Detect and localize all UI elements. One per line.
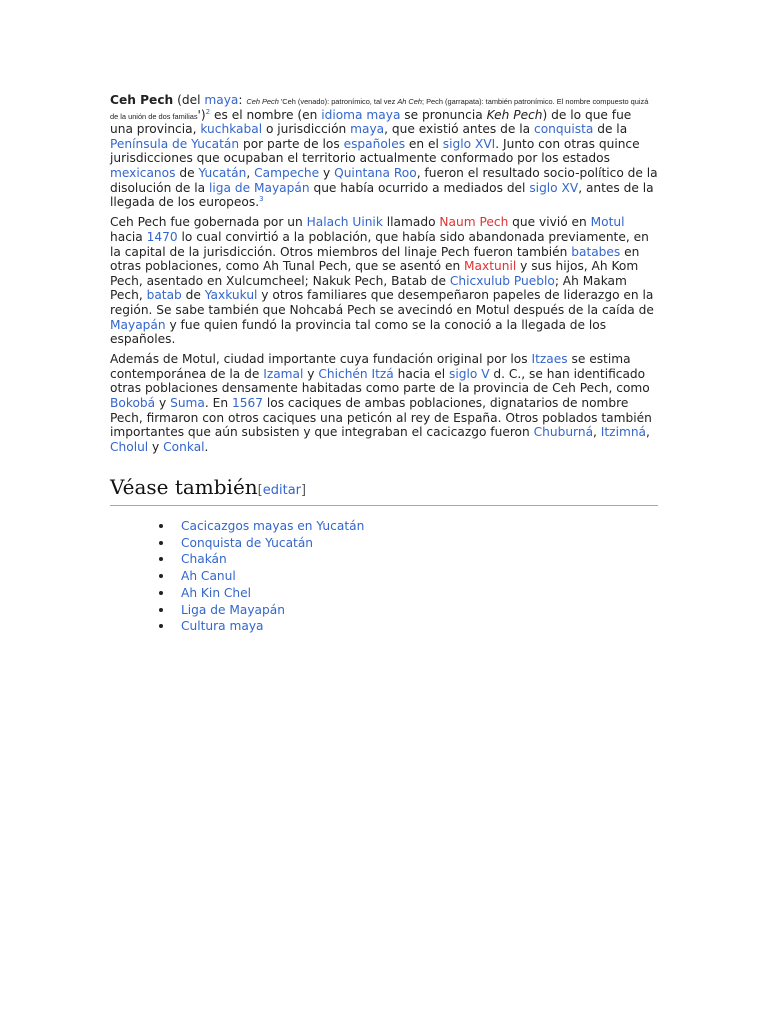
text: Ceh Pech fue gobernada por un [110, 215, 307, 230]
text: ') [197, 107, 206, 122]
text: y sus hijos, Ah Kom Pech, asentado en Xulcumcheel; Nakuk Pech, Batab de [110, 259, 639, 288]
see-also-list [181, 518, 364, 635]
link-chuburna[interactable]: Chuburná [533, 425, 594, 440]
link-mexicanos[interactable]: mexicanos [110, 165, 176, 180]
see-also-link[interactable]: Ah Canul [181, 569, 236, 584]
redlink-naum-pech[interactable]: Naum Pech [439, 215, 509, 230]
text: es el nombre (en [210, 107, 322, 122]
link-siglo-xvi[interactable]: siglo XVI [442, 136, 496, 151]
text: Ah Ceh [397, 97, 422, 106]
see-also-link[interactable]: Conquista de Yucatán [181, 535, 314, 550]
link-conquista[interactable]: conquista [534, 122, 594, 137]
section-heading-text: Véase también [110, 475, 258, 499]
link-motul[interactable]: Motul [590, 215, 625, 230]
paragraph-history [110, 215, 658, 346]
text: 'Ceh (venado): patronímico, tal vez [278, 97, 398, 106]
see-also-link[interactable]: Liga de Mayapán [181, 602, 285, 617]
text: d. C., se han identificado otras poblaciones densamente habitadas como parte de la provincia de Ceh Pech, como [110, 366, 650, 396]
list-item [181, 535, 364, 552]
link-batab[interactable]: batab [146, 288, 182, 303]
paragraph-towns [110, 352, 658, 454]
link-suma[interactable]: Suma [170, 396, 205, 411]
see-also-link[interactable]: Ah Kin Chel [181, 585, 252, 600]
link-quintana-roo[interactable]: Quintana Roo [334, 165, 417, 180]
bullet-icon [159, 557, 163, 561]
text: de la [593, 122, 628, 137]
text: se pronuncia [400, 107, 487, 122]
see-also-link[interactable]: Chakán [181, 552, 227, 567]
link-batabes[interactable]: batabes [571, 244, 621, 259]
text: Ceh Pech [246, 97, 279, 106]
link-1470[interactable]: 1470 [146, 229, 178, 244]
link-peninsula-yucatan[interactable]: Península de Yucatán [110, 136, 240, 151]
text: , [246, 165, 255, 180]
link-izamal[interactable]: Izamal [263, 366, 304, 381]
text: que había ocurrido a mediados del [309, 180, 530, 195]
section-heading-see-also [110, 474, 658, 506]
bracket: ] [301, 483, 307, 498]
link-1567[interactable]: 1567 [231, 396, 263, 411]
text: o jurisdicción [262, 122, 351, 137]
text: se estima contemporánea de la de [110, 352, 631, 381]
text: lo cual convirtió a la población, que había sido abandonada previamente, en la capital de la jurisdicción. Otros miembros del linaje Pech fueron también [110, 229, 649, 259]
text: , antes de la llegada de los europeos. [110, 180, 654, 210]
link-mayapan[interactable]: Mayapán [110, 317, 166, 332]
bullet-icon [159, 591, 163, 595]
text: , [646, 425, 650, 440]
link-conkal[interactable]: Conkal [163, 439, 205, 454]
text: y [148, 439, 164, 454]
text: y fue quien fundó la provincia tal como se la conoció a la llegada de los españoles. [110, 317, 607, 347]
text: Keh Pech [486, 107, 543, 122]
text: , fueron el resultado socio-político de la disolución de la [110, 165, 658, 195]
text: , [593, 425, 601, 440]
text: (del [173, 93, 205, 107]
text: en otras poblaciones, como Ah Tunal Pech, que se asentó en [110, 244, 640, 274]
bullet-icon [159, 574, 163, 578]
link-idioma-maya[interactable]: idioma maya [321, 107, 401, 122]
text: hacia el [393, 366, 450, 381]
link-yucatan[interactable]: Yucatán [198, 165, 247, 180]
paragraph-intro [110, 93, 658, 210]
text: por parte de los [239, 136, 344, 151]
link-yaxkukul[interactable]: Yaxkukul [204, 288, 258, 303]
redlink-maxtunil[interactable]: Maxtunil [464, 259, 517, 274]
link-liga-mayapan[interactable]: liga de Mayapán [209, 180, 310, 195]
list-item [181, 568, 364, 585]
edit-section-link[interactable]: editar [262, 483, 302, 498]
bullet-icon [159, 608, 163, 612]
text: : [238, 93, 247, 107]
text: en el [405, 136, 443, 151]
text: . En [204, 396, 232, 411]
bullet-icon [159, 524, 163, 528]
text: y [303, 366, 319, 381]
edit-section [258, 483, 306, 498]
see-also-link[interactable]: Cultura maya [181, 619, 264, 634]
link-itzaes[interactable]: Itzaes [531, 352, 568, 367]
reference-3[interactable]: 3 [259, 195, 264, 204]
text: de [175, 165, 199, 180]
article-body [110, 93, 658, 460]
text: hacia [110, 229, 147, 244]
text: que vivió en [508, 215, 591, 230]
link-chichen-itza[interactable]: Chichén Itzá [318, 366, 394, 381]
link-espanoles[interactable]: españoles [343, 136, 406, 151]
link-siglo-v[interactable]: siglo V [449, 366, 490, 381]
bracket: [ [257, 483, 263, 498]
link-maya[interactable]: maya [350, 122, 385, 137]
link-chicxulub-pueblo[interactable]: Chicxulub Pueblo [449, 273, 555, 288]
text: ; Pech (garrapata): también patronímico. El nombre compuesto quizá de la unión de dos familias [110, 97, 649, 121]
text: de [181, 288, 205, 303]
link-cholul[interactable]: Cholul [110, 439, 149, 454]
list-item [181, 585, 364, 602]
text: , que existió antes de la [384, 122, 534, 137]
reference-2[interactable]: 2 [205, 107, 211, 116]
text: llamado [382, 215, 440, 230]
link-campeche[interactable]: Campeche [254, 165, 320, 180]
link-halach-uinik[interactable]: Halach Uinik [306, 215, 383, 230]
list-item [181, 518, 364, 535]
text: Además de Motul, ciudad importante cuya fundación original por los [110, 352, 532, 367]
text: y [319, 165, 335, 180]
link-itzimna[interactable]: Itzimná [600, 425, 647, 440]
article-subject: Ceh Pech [110, 93, 174, 107]
bullet-icon [159, 541, 163, 545]
link-kuchkabal[interactable]: kuchkabal [200, 122, 263, 137]
link-siglo-xv[interactable]: siglo XV [529, 180, 579, 195]
text: y [155, 396, 171, 411]
text: . Junto con otras quince jurisdicciones que ocupaban el territorio actualmente conformado por los estados [110, 136, 640, 166]
text: ) de lo que fue una provincia, [110, 107, 632, 137]
list-item [181, 602, 364, 619]
list-item [181, 618, 364, 635]
text: ; Ah Makam Pech, [110, 273, 627, 303]
link-bokoba[interactable]: Bokobá [110, 396, 156, 411]
see-also-link[interactable]: Cacicazgos mayas en Yucatán [181, 519, 365, 533]
link-maya-language[interactable]: maya [204, 93, 239, 107]
bullet-icon [159, 624, 163, 628]
text: los caciques de ambas poblaciones, dignatarios de nombre Pech, firmaron con otros caciques una peticón al rey de España. Otros poblados también importantes que aún subsisten y que integraban el cacicazgo fueron [110, 396, 652, 440]
text: y otros familiares que desempeñaron papeles de liderazgo en la región. Se sabe también que Nohcabá Pech se avecindó en Motul después de la caída de [110, 288, 654, 317]
text: . [204, 439, 209, 454]
list-item [181, 551, 364, 568]
